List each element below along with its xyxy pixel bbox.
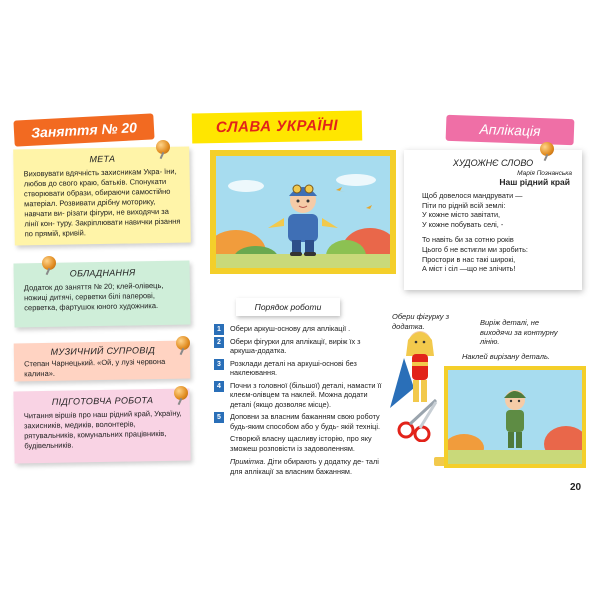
prep-note	[13, 388, 190, 463]
step-number: 4	[214, 381, 224, 392]
title-banner	[192, 111, 362, 144]
goal-note	[13, 146, 191, 245]
poem-line: Простори в нас такі широкі,	[422, 254, 516, 264]
equipment-note	[13, 260, 190, 327]
caption-glue: Наклей вирізану деталь.	[462, 352, 550, 361]
steps-extra-text: Створюй власну щасливу історію, про яку зможеш розповісти із задоволенням.	[230, 434, 372, 453]
poem-author: Марія Познанська	[517, 170, 572, 177]
poem-line: Піти по рідній всій землі:	[422, 200, 506, 210]
poem-line: То навіть би за сотню років	[422, 235, 514, 245]
caption-choose: Обери фігурку з додатка.	[392, 312, 450, 331]
poem-heading: ХУДОЖНЄ СЛОВО	[452, 158, 534, 168]
step-text: Доповни за власним бажанням свою роботу будь-яким способом або у будь- якій техніці.	[230, 412, 380, 431]
poem-line: У кожне місто завітати,	[422, 210, 501, 220]
footnote-text: Діти обирають у додатку де- талі для аплікації за власним бажанням.	[230, 457, 379, 476]
step-text: Почни з головної (більшої) деталі, намасти її клеєм-олівцем та наклей. Можна додати деталі (якщо дозволяє місце).	[230, 380, 382, 409]
pilot-illustration	[216, 156, 390, 268]
step-text: Обери фігурки для аплікації, виріж їх з аркуша-додатка.	[230, 336, 361, 355]
steps-list	[214, 324, 384, 476]
footnote-label: Примітка.	[230, 457, 266, 466]
step-text: Обери аркуш-основу для аплікації .	[230, 324, 351, 333]
step-item	[214, 359, 384, 378]
step-item	[214, 324, 384, 334]
poem-line: Цього б не встигли ми зробить:	[422, 244, 528, 254]
poem-card	[404, 150, 582, 290]
step-text: Розклади деталі на аркуші-основі без наклеювання.	[230, 358, 357, 377]
page-number: 20	[570, 482, 582, 493]
poem-title: Наш рідний край	[499, 177, 570, 187]
step-number: 1	[214, 324, 224, 335]
scissors-icon	[396, 396, 442, 442]
music-text: Степан Чарнецький. «Ой, у лузі червона калина».	[23, 356, 166, 379]
prep-text: Читання віршів про наш рідний край, Україну, захисників, медиків, волонтерів, рятувальників, комунальних працівників, будівельників.	[23, 408, 182, 451]
steps-footnote	[214, 457, 384, 476]
step-number: 2	[214, 337, 224, 348]
poem-line: Щоб довелося мандрувати —	[422, 191, 523, 200]
step-number: 5	[214, 412, 224, 423]
music-heading: МУЗИЧНИЙ СУПРОВІД	[50, 345, 156, 357]
step-item	[214, 337, 384, 356]
activity-type-label: Аплікація	[479, 120, 541, 140]
step-number: 3	[214, 359, 224, 370]
type-banner	[446, 115, 575, 145]
poem-stanza-2	[404, 235, 582, 273]
pilot-picture-frame	[210, 150, 396, 274]
step-item	[214, 381, 384, 410]
equipment-text: Додаток до заняття № 20; клей-олівець, ножиці дитячі, серветки білі паперові, серветка, фартушок юного художника.	[23, 280, 164, 313]
caption-cut: Виріж деталі, не виходячи за контурну лінію.	[480, 318, 558, 346]
poem-line: А міст і сіл —що не злічить!	[422, 264, 516, 274]
lesson-label: Заняття № 20	[30, 119, 138, 141]
goal-text: Виховувати вдячність захисникам Укра- їни, любов до свого краю, батьків. Спонукати створювати образи, обираючи самостійно матеріал. Розвивати дрібну моторику, навчати ви- різати фігури, не виходячи за лінії кон- туру. Закріплювати навички різання по прямій, кривій.	[23, 166, 181, 239]
pushpin-icon	[156, 140, 170, 154]
prep-heading: ПІДГОТОВЧА РОБОТА	[51, 395, 154, 407]
pushpin-icon	[174, 386, 188, 400]
pushpin-icon	[42, 256, 56, 270]
music-note	[14, 340, 191, 381]
soldier-picture-frame	[444, 366, 586, 468]
steps-heading: Порядок роботи	[236, 298, 340, 316]
soldier-illustration	[448, 370, 582, 464]
page-title: СЛАВА УКРАЇНІ	[215, 116, 339, 137]
poem-stanza-1	[404, 191, 582, 229]
goal-heading: МЕТА	[89, 153, 116, 165]
pushpin-icon	[540, 142, 554, 156]
poem-line: У кожне побувать селі, -	[422, 219, 504, 229]
equipment-heading: ОБЛАДНАННЯ	[69, 267, 136, 279]
pushpin-icon	[176, 336, 190, 350]
step-item	[214, 412, 384, 431]
